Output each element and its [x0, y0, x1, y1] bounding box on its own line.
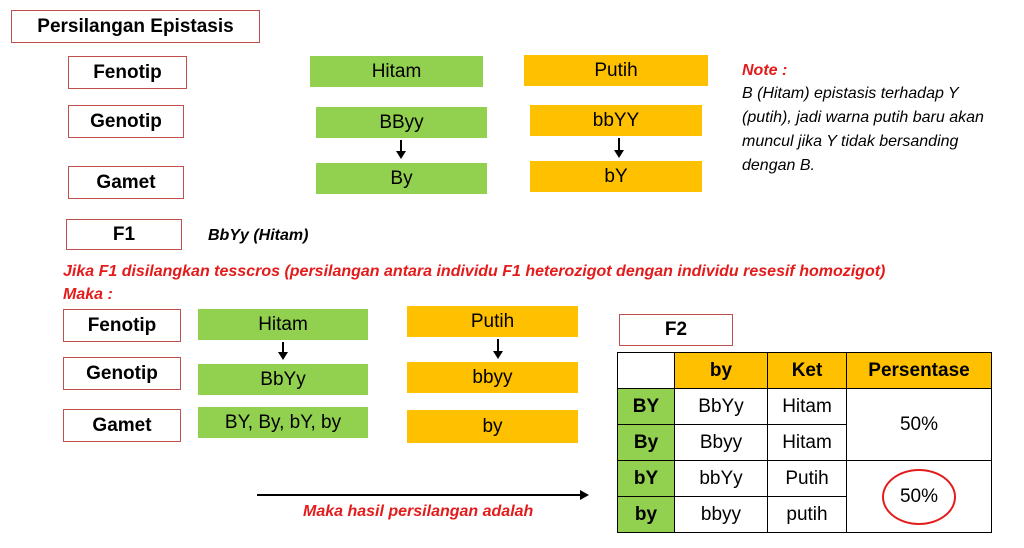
cross2-parent2-gamet: by — [407, 410, 578, 443]
gamet-label-2: Gamet — [63, 409, 181, 442]
table-row-header: By — [618, 425, 675, 461]
table-cell: bbyy — [675, 497, 768, 533]
genotip-label-2: Genotip — [63, 357, 181, 390]
table-row-header: BY — [618, 389, 675, 425]
table-row — [618, 389, 992, 425]
table-header: Ket — [768, 353, 847, 389]
cross2-parent2-genotip: bbyy — [407, 362, 578, 393]
genotip-label: Genotip — [68, 105, 184, 138]
parent2-genotip: bbYY — [530, 105, 702, 136]
cross2-parent1-fenotip: Hitam — [198, 309, 368, 340]
parent1-gamet: By — [316, 163, 487, 194]
table-cell: Hitam — [768, 389, 847, 425]
cross2-parent2-fenotip: Putih — [407, 306, 578, 337]
table-row-header: by — [618, 497, 675, 533]
parent1-arrow — [395, 140, 407, 159]
parent1-fenotip: Hitam — [310, 56, 483, 87]
result-arrow — [257, 490, 589, 500]
f2-label: F2 — [619, 314, 733, 346]
maka-text: Maka : — [63, 286, 113, 303]
cross2-parent1-arrow — [277, 342, 289, 360]
table-cell: bbYy — [675, 461, 768, 497]
table-row-header: bY — [618, 461, 675, 497]
table-cell: Bbyy — [675, 425, 768, 461]
parent2-fenotip: Putih — [524, 55, 708, 86]
table-header: Persentase — [847, 353, 992, 389]
percent-hitam-cell: 50% — [847, 389, 992, 461]
percent-putih-cell: 50% — [847, 461, 992, 533]
parent2-arrow — [613, 138, 625, 158]
parent1-genotip: BByy — [316, 107, 487, 138]
table-cell: Hitam — [768, 425, 847, 461]
note-text: B (Hitam) epistasis terhadap Y (putih), jadi warna putih baru akan muncul jika Y tidak bersanding dengan B. — [742, 85, 984, 174]
gamet-label: Gamet — [68, 166, 184, 199]
table-cell: putih — [768, 497, 847, 533]
cross2-parent2-arrow — [492, 339, 504, 359]
fenotip-label-2: Fenotip — [63, 309, 181, 342]
highlight-circle — [882, 469, 956, 525]
parent2-gamet: bY — [530, 161, 702, 192]
fenotip-label: Fenotip — [68, 56, 187, 89]
f1-result: BbYy (Hitam) — [208, 227, 309, 244]
table-cell: Putih — [768, 461, 847, 497]
table-header: by — [675, 353, 768, 389]
testcross-text: Jika F1 disilangkan tesscros (persilangan antara individu F1 heterozigot dengan individu resesif homozigot) — [63, 263, 886, 280]
page-title: Persilangan Epistasis — [11, 10, 260, 43]
note-title: Note : — [742, 62, 788, 79]
result-label: Maka hasil persilangan adalah — [303, 503, 534, 520]
table-header-row — [618, 353, 992, 389]
cross2-parent1-genotip: BbYy — [198, 364, 368, 395]
table-cell: BbYy — [675, 389, 768, 425]
table-corner-cell — [618, 353, 675, 389]
f1-label: F1 — [66, 219, 182, 250]
cross2-parent1-gamet: BY, By, bY, by — [198, 407, 368, 438]
